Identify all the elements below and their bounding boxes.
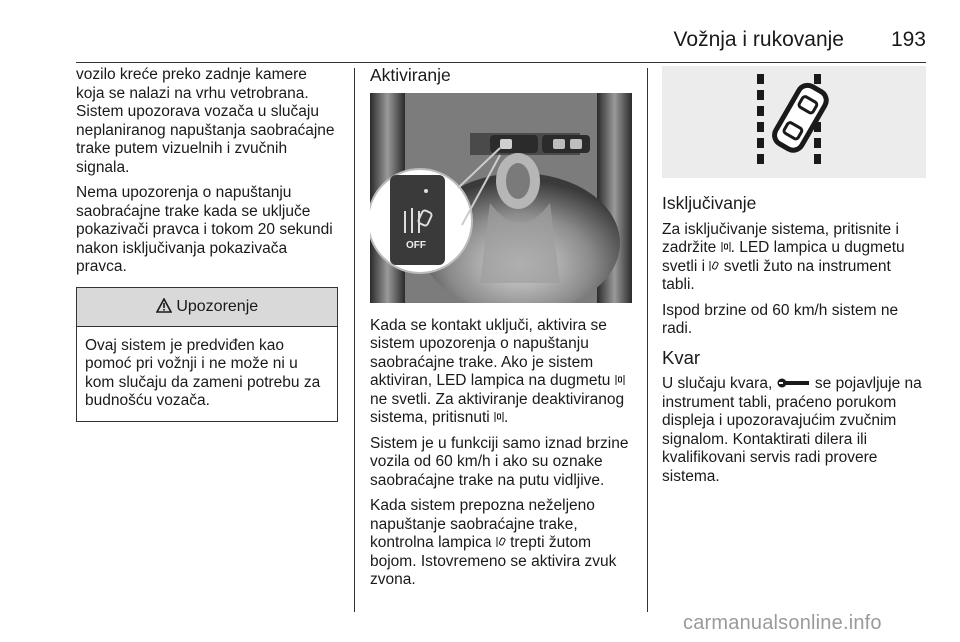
paragraph: vozilo kreće preko zadnje kamere koja se nalazi na vrhu vetrobrana. Sistem upozorava vozača u slučaju neplaniranog napuštanja saobraćajne trake putem vizuelnih i zvučnih signala. [76, 66, 335, 176]
lane-departure-warning-icon [709, 260, 719, 272]
paragraph: Za isključivanje sistema, pritisnite i zadržite . LED lampica u dugmetu svetli i svetli žuto na instrument tabli. [662, 220, 905, 293]
console-photo [370, 93, 632, 303]
section-heading-activation: Aktiviranje [370, 65, 451, 85]
warning-triangle-icon [156, 298, 172, 313]
paragraph: Sistem je u funkciji samo iznad brzine vozila od 60 km/h i ako su oznake saobraćajne trake na putu vidljive. [370, 434, 629, 489]
warning-header [77, 288, 337, 327]
paragraph: Kada se kontakt uključi, aktivira se sistem upozorenja o napuštanju saobraćajne trake. Ako je sistem aktiviran, LED lampica na dugmetu ne svetli. Za aktiviranje deaktiviranog sistema, pritisnuti . [370, 316, 625, 426]
lane-departure-warning-icon [496, 536, 506, 548]
lane-departure-button-icon [494, 411, 504, 423]
page-header [76, 22, 926, 63]
paragraph: Ispod brzine od 60 km/h sistem ne radi. [662, 301, 899, 337]
column-2 [370, 66, 635, 597]
column-1 [76, 66, 338, 422]
off-label: OFF [406, 239, 426, 251]
section-heading-fault: Kvar [662, 346, 701, 368]
column-divider [354, 68, 355, 612]
paragraph: U slučaju kvara, se pojavljuje na instrument tabli, praćeno porukom displeja i upozoravajućim zvučnim signalom. Kontaktirati dilera ili kvalifikovani servis radi provere sistema. [662, 375, 922, 485]
wrench-icon [777, 377, 811, 389]
lane-departure-button-icon [721, 241, 731, 253]
watermark: carmanualsonline.info [683, 612, 882, 634]
lane-departure-button-icon [615, 374, 625, 386]
warning-title: Upozorenje [176, 297, 259, 315]
paragraph: Nema upozorenja o napuštanju saobraćajne trake kada se uključe pokazivači pravca i tokom 20 sekundi nakon isključivanja pokazivača pravca. [76, 184, 333, 275]
chapter-title: Vožnja i rukovanje [673, 28, 844, 51]
column-divider [647, 68, 648, 612]
warning-text: Ovaj sistem je predviđen kao pomoć pri vožnji i ne može ni u kom slučaju da zameni potrebu za budnošću vozača. [85, 336, 321, 409]
page-number: 193 [890, 28, 926, 51]
paragraph: Kada sistem prepozna neželjeno napuštanje saobraćajne trake, kontrolna lampica trepti žutom bojom. Istovremeno se aktivira zvuk zvona. [370, 497, 617, 588]
column-3 [662, 66, 926, 493]
lane-departure-warning-illustration [662, 66, 926, 178]
section-heading-deactivation: Isključivanje [662, 193, 757, 213]
warning-box [76, 287, 338, 422]
